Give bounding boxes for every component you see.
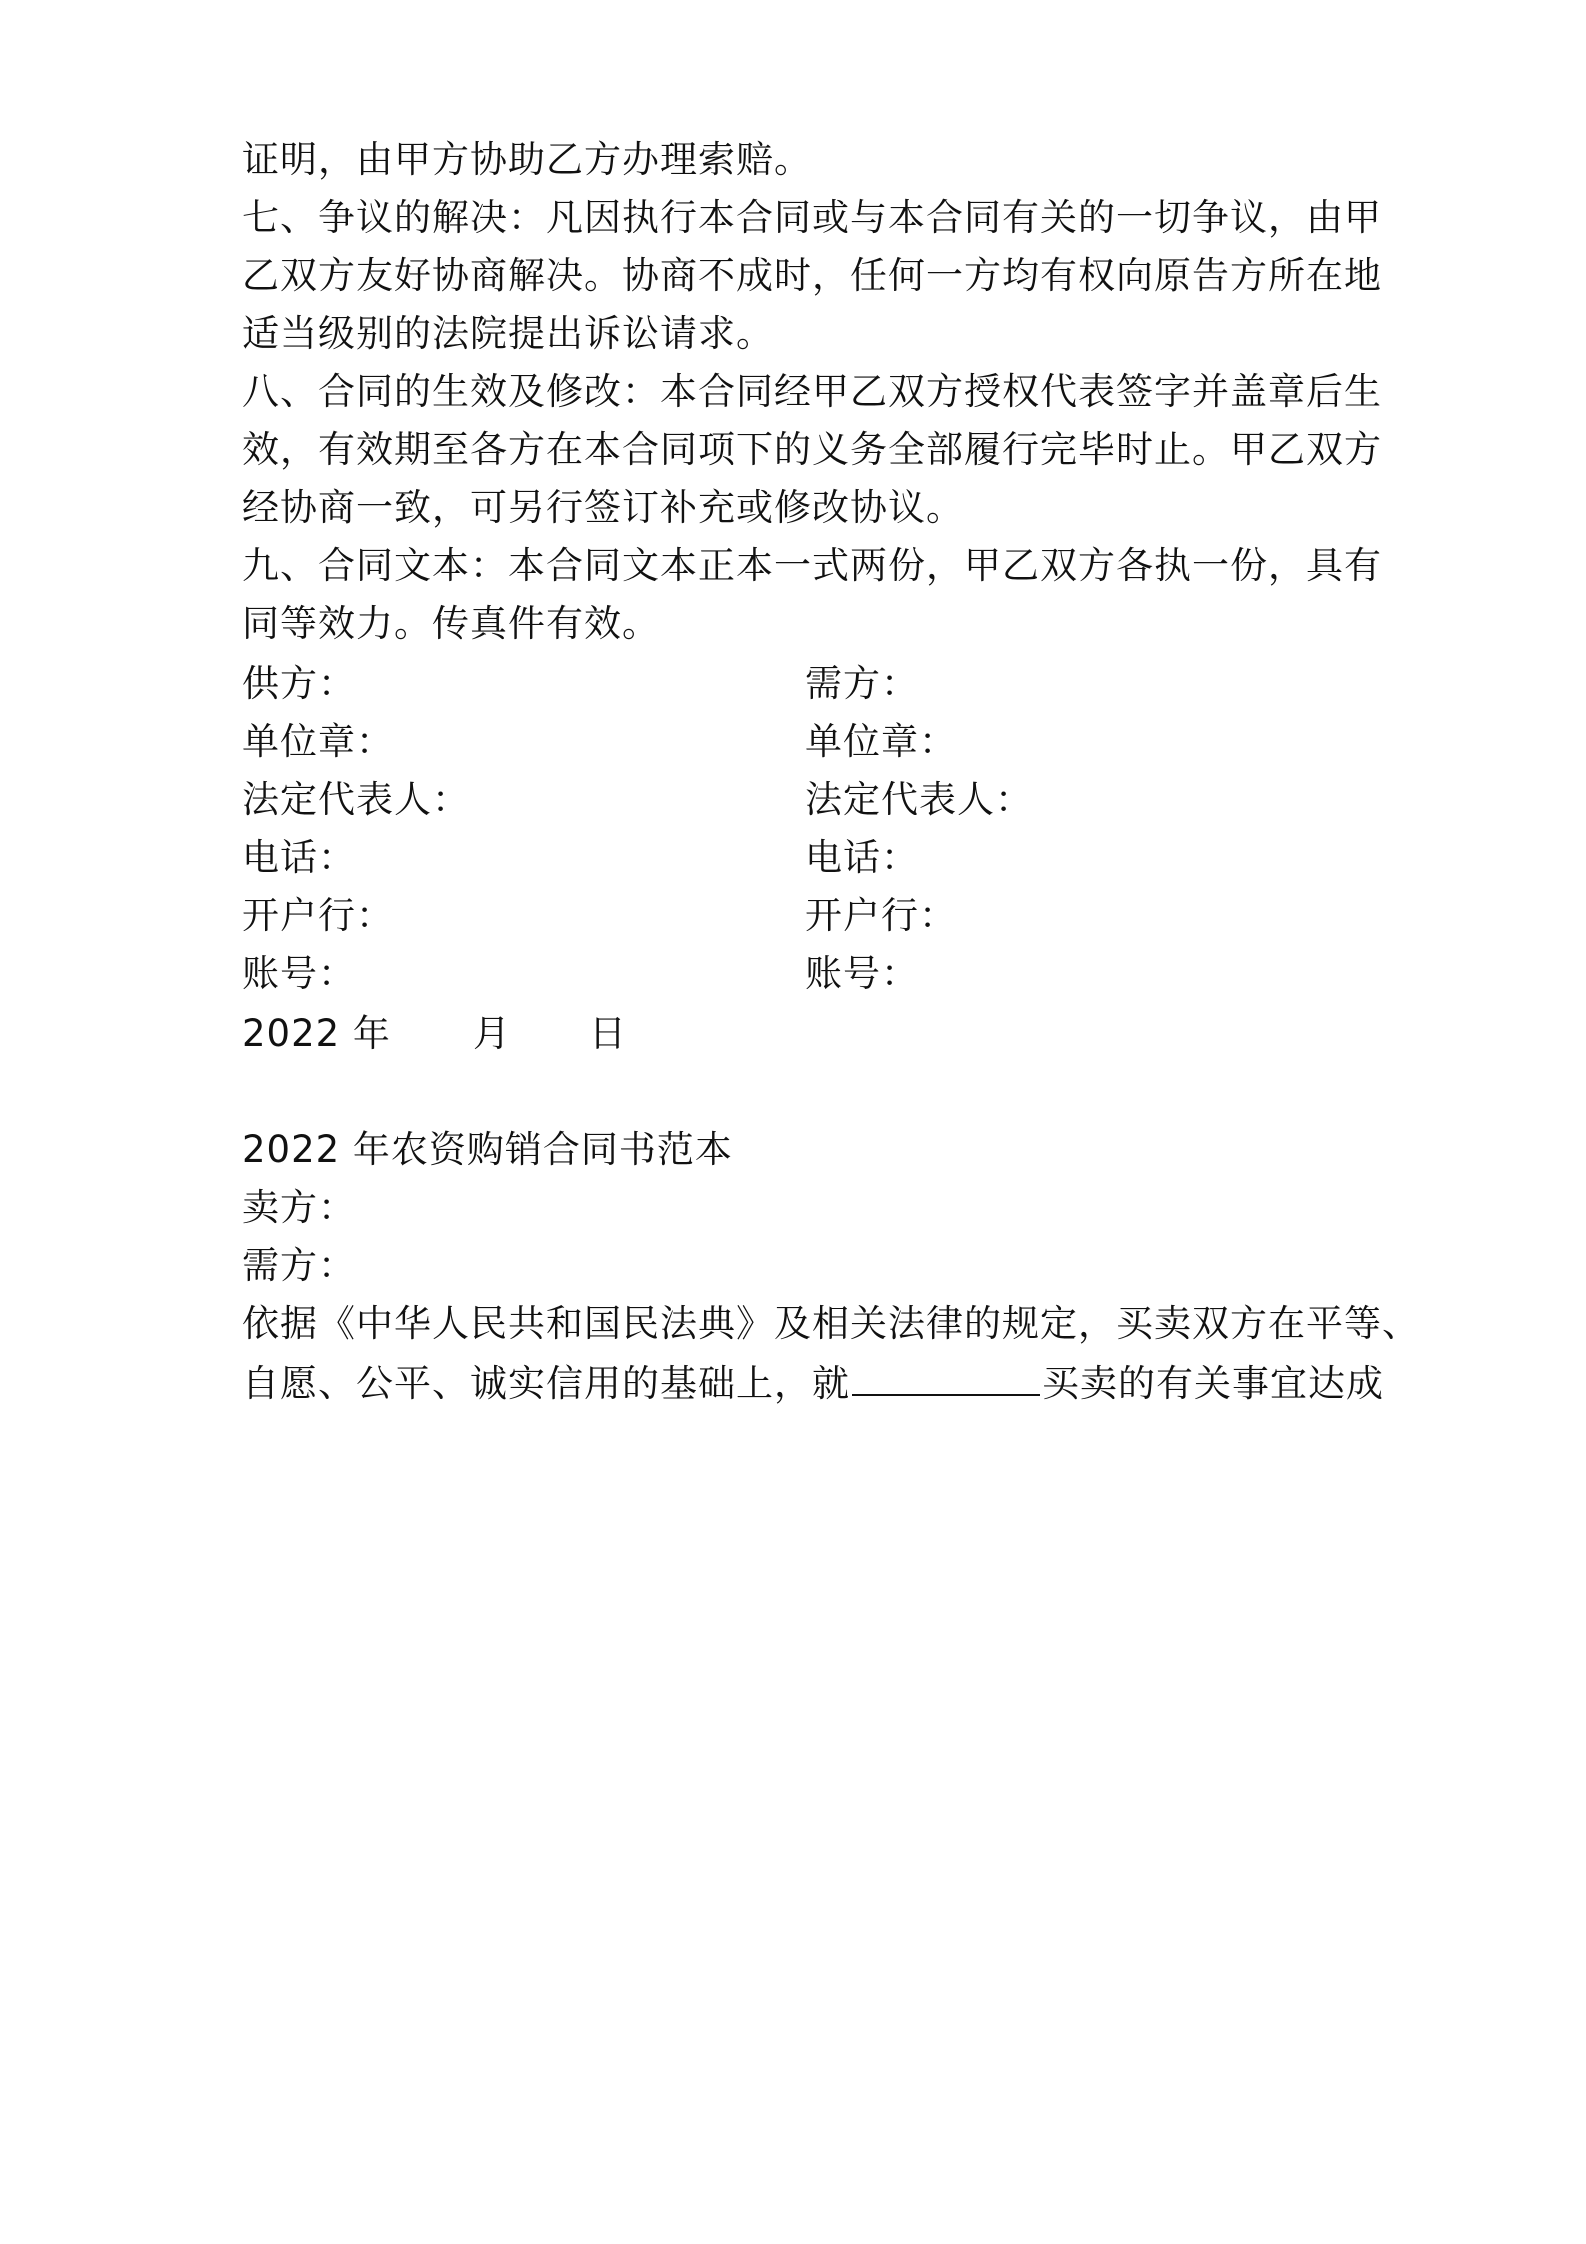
account-label-right: 账号： — [805, 952, 919, 995]
supplier-label: 供方： — [242, 662, 356, 705]
bank-label-left: 开户行： — [242, 894, 394, 937]
clause-7-line-1: 七、争议的解决：凡因执行本合同或与本合同有关的一切争议，由甲 — [242, 196, 1382, 239]
buyer-label: 需方： — [805, 662, 919, 705]
phone-label-right: 电话： — [805, 836, 919, 879]
legal-rep-label-right: 法定代表人： — [805, 778, 1033, 821]
intro-line-2-end: 买卖的有关事宜达成 — [1042, 1362, 1384, 1405]
next-buyer-label: 需方： — [242, 1244, 356, 1287]
intro-line-2 — [242, 1358, 1384, 1408]
date-day: 日 — [588, 1012, 627, 1055]
signing-date — [242, 1010, 627, 1058]
clause-9-line-1: 九、合同文本：本合同文本正本一式两份，甲乙双方各执一份，具有 — [242, 544, 1382, 587]
next-contract-title: 2022 年农资购销合同书范本 — [242, 1128, 733, 1171]
date-month: 月 — [472, 1012, 511, 1055]
goods-blank-field[interactable] — [852, 1358, 1040, 1396]
seal-label-right: 单位章： — [805, 720, 957, 763]
seller-label: 卖方： — [242, 1186, 356, 1229]
clause-9-line-2: 同等效力。传真件有效。 — [242, 602, 660, 645]
intro-line-1: 依据《中华人民共和国民法典》及相关法律的规定，买卖双方在平等、 — [242, 1302, 1420, 1345]
clause-8-line-3: 经协商一致，可另行签订补充或修改协议。 — [242, 486, 964, 529]
clause-8-line-2: 效，有效期至各方在本合同项下的义务全部履行完毕时止。甲乙双方 — [242, 428, 1382, 471]
bank-label-right: 开户行： — [805, 894, 957, 937]
clause-8-line-1: 八、合同的生效及修改：本合同经甲乙双方授权代表签字并盖章后生 — [242, 370, 1382, 413]
legal-rep-label-left: 法定代表人： — [242, 778, 470, 821]
clause-7-line-3: 适当级别的法院提出诉讼请求。 — [242, 312, 774, 355]
date-year: 2022 年 — [242, 1012, 391, 1055]
account-label-left: 账号： — [242, 952, 356, 995]
seal-label-left: 单位章： — [242, 720, 394, 763]
intro-line-2-start: 自愿、公平、诚实信用的基础上，就 — [242, 1362, 850, 1405]
clause-7-line-2: 乙双方友好协商解决。协商不成时，任何一方均有权向原告方所在地 — [242, 254, 1382, 297]
clause-6-tail: 证明，由甲方协助乙方办理索赔。 — [242, 138, 812, 181]
phone-label-left: 电话： — [242, 836, 356, 879]
